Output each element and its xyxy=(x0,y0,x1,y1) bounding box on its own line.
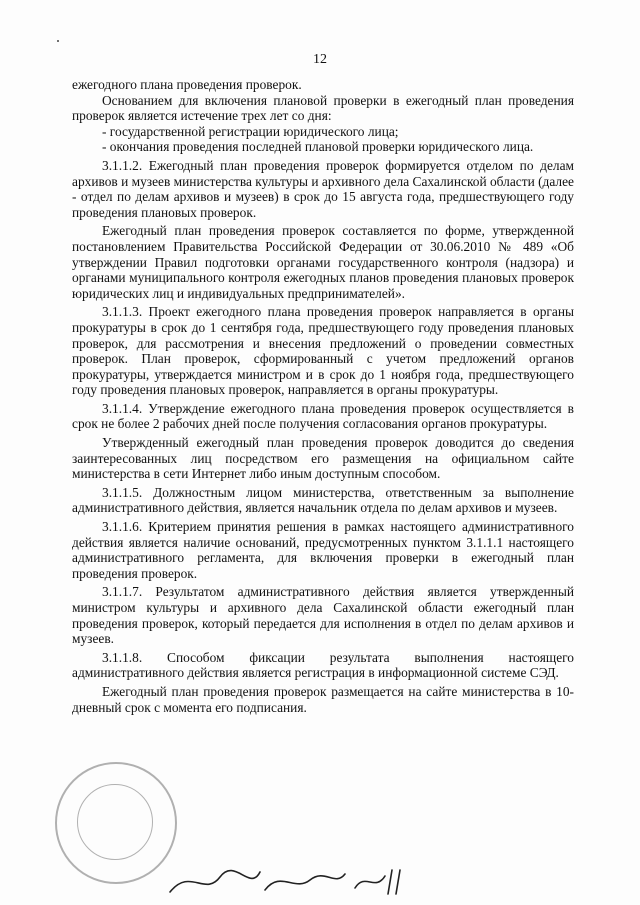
official-seal-stamp xyxy=(55,762,177,884)
page-number: 12 xyxy=(313,52,327,67)
clause-3-1-1-8: 3.1.1.8. Способом фиксации результата выполнения настоящего административного действия является регистрация в информационной системе СЭД. xyxy=(72,649,574,681)
clause-3-1-1-2: 3.1.1.2. Ежегодный план проведения проверок формируется отделом по делам архивов и музеев министерства культуры и архивного дела Сахалинской области (далее - отдел по делам архивов и музеев) в срок до 15 августа года, предшествующего году проведения плановых проверок. xyxy=(72,157,574,220)
clause-3-1-1-3: 3.1.1.3. Проект ежегодного плана проведения проверок направляется в органы прокуратуры в срок до 1 сентября года, предшествующего году проведения плановых проверок, для рассмотрения и внесения предложений о проведении совместных проверок. План проверок, сформированный с учетом предложений органов прокуратуры, утверждается министром и в срок до 1 ноября года, предшествующего году проведения плановых проверок, направляется в органы прокуратуры. xyxy=(72,304,574,398)
handwritten-signature xyxy=(160,862,420,902)
paragraph: Ежегодный план проведения проверок размещается на сайте министерства в 10-дневный срок с момента его подписания. xyxy=(72,683,574,715)
paragraph-continuation: ежегодного плана проведения проверок. xyxy=(72,77,302,92)
document-body xyxy=(72,77,574,715)
clause-3-1-1-5: 3.1.1.5. Должностным лицом министерства, ответственным за выполнение административного действия, является начальник отдела по делам архивов и музеев. xyxy=(72,484,574,516)
clause-3-1-1-6: 3.1.1.6. Критерием принятия решения в рамках настоящего административного действия является наличие оснований, предусмотренных пунктом 3.1.1.1 настоящего административного регламента, для включения проверки в ежегодный план проведения проверок. xyxy=(72,519,574,581)
clause-3-1-1-7: 3.1.1.7. Результатом административного действия является утвержденный министром культуры и архивного дела Сахалинской области ежегодный план проведения проверок, который передается для исполнения в отдел по делам архивов и музеев. xyxy=(72,584,574,647)
clause-3-1-1-4: 3.1.1.4. Утверждение ежегодного плана проведения проверок осуществляется в срок не более 2 рабочих дней после получения согласования органов прокуратуры. xyxy=(72,400,574,432)
paragraph: Утвержденный ежегодный план проведения проверок доводится до сведения заинтересованных лиц посредством его размещения на официальном сайте министерства в сети Интернет либо иным доступным способом. xyxy=(72,435,574,482)
paragraph: Основанием для включения плановой проверки в ежегодный план проведения проверок является истечение трех лет со дня: xyxy=(72,92,574,124)
scan-speck xyxy=(57,40,59,42)
paragraph: Ежегодный план проведения проверок составляется по форме, утвержденной постановлением Правительства Российской Федерации от 30.06.2010 № 489 «Об утверждении Правил подготовки органами государственного контроля (надзора) и органами муниципального контроля ежегодных планов проведения плановых проверок юридических лиц и индивидуальных предпринимателей». xyxy=(72,223,574,301)
list-item: - окончания проведения последней плановой проверки юридического лица. xyxy=(102,139,534,155)
list-item: - государственной регистрации юридического лица; xyxy=(102,123,399,139)
